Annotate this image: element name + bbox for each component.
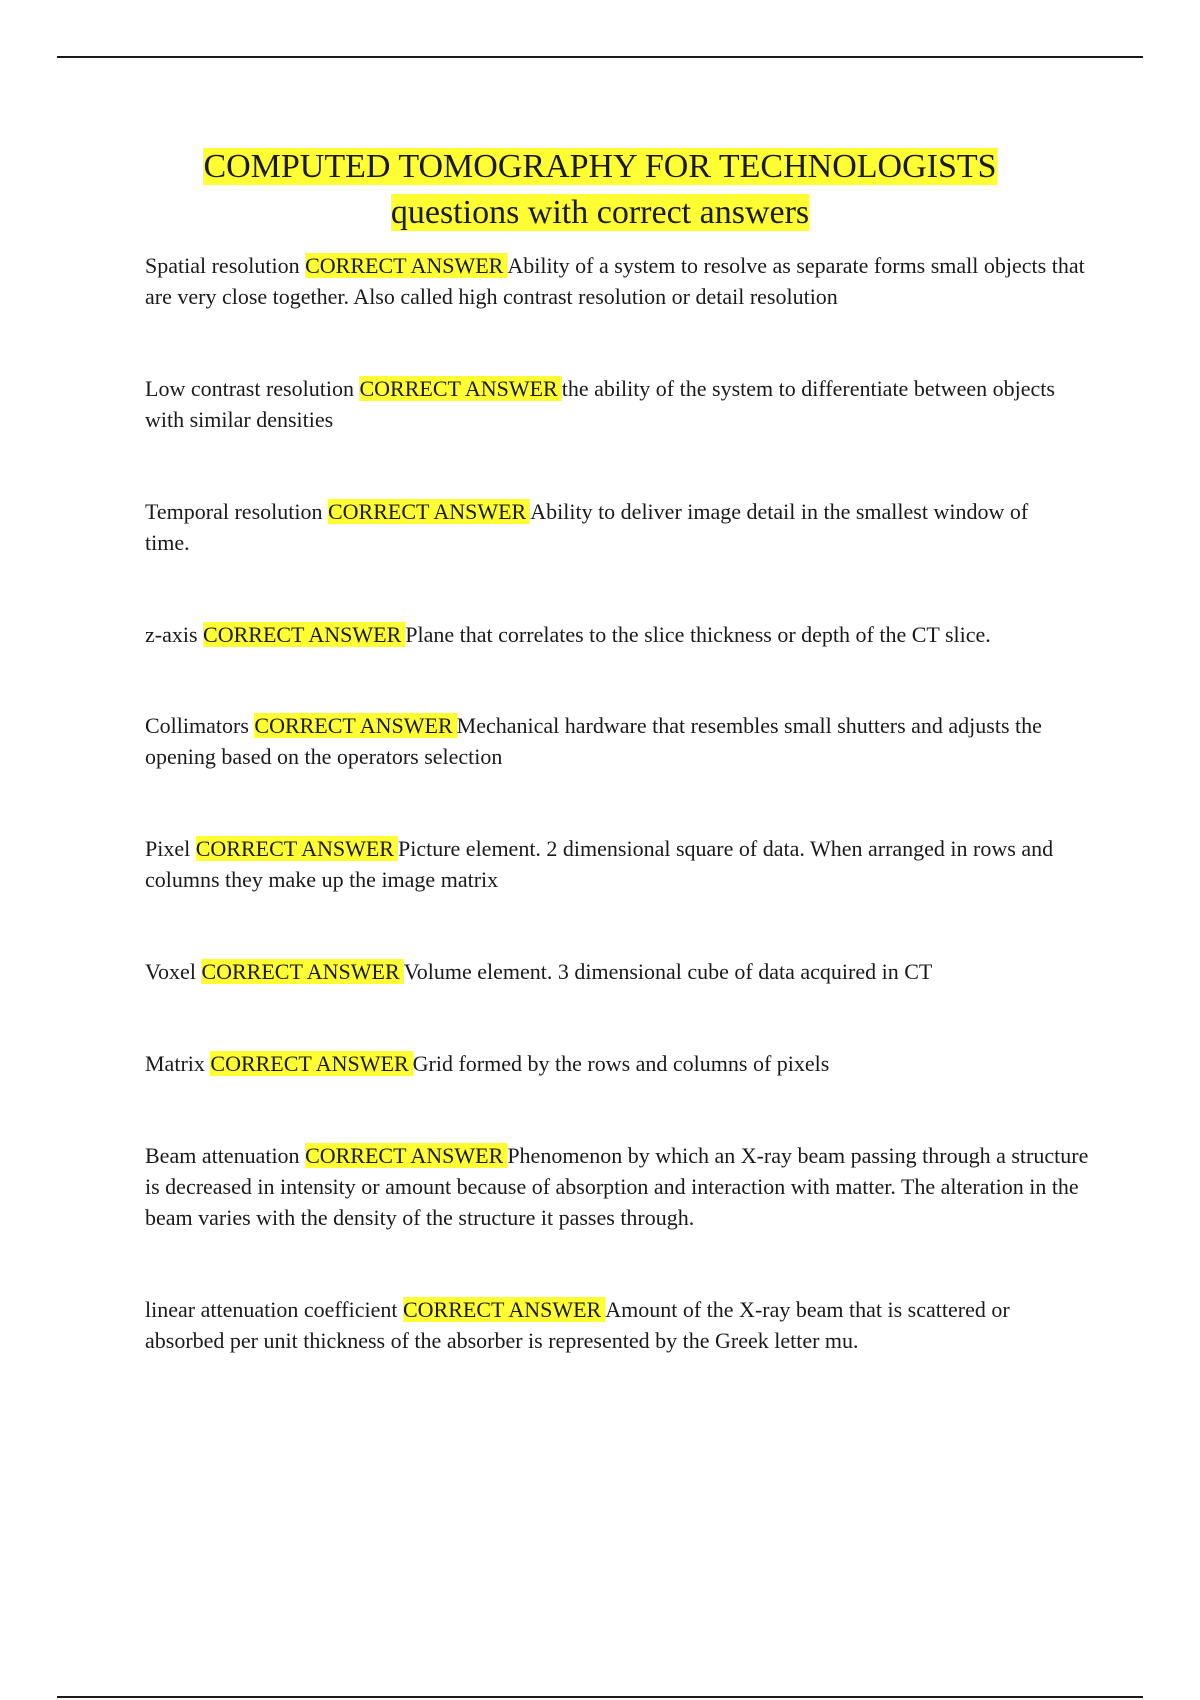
document-title	[0, 144, 1200, 236]
qa-term: Spatial resolution	[145, 253, 300, 278]
qa-item	[145, 1294, 1090, 1356]
qa-item	[145, 373, 1090, 435]
qa-item	[145, 1140, 1090, 1233]
qa-term: z-axis	[145, 622, 198, 647]
qa-answer: the ability of the system to differentiate between objects with similar densities	[145, 376, 1055, 432]
correct-answer-marker: CORRECT ANSWER	[305, 253, 507, 278]
qa-answer: Ability to deliver image detail in the smallest window of time.	[145, 499, 1029, 555]
title-line-2: questions with correct answers	[390, 194, 810, 231]
qa-term: Voxel	[145, 959, 196, 984]
correct-answer-marker: CORRECT ANSWER	[254, 713, 456, 738]
correct-answer-marker: CORRECT ANSWER	[359, 376, 561, 401]
qa-answer: Picture element. 2 dimensional square of data. When arranged in rows and columns they make up the image matrix	[145, 836, 1054, 892]
qa-answer: Phenomenon by which an X-ray beam passing through a structure is decreased in intensity or amount because of absorption and interaction with matter. The alteration in the beam varies with the density of the structure it passes through.	[145, 1143, 1089, 1230]
qa-term: Temporal resolution	[145, 499, 323, 524]
qa-item	[145, 496, 1045, 558]
qa-answer: Plane that correlates to the slice thickness or depth of the CT slice.	[405, 622, 991, 647]
correct-answer-marker: CORRECT ANSWER	[201, 959, 403, 984]
qa-item	[145, 1048, 1090, 1079]
correct-answer-marker: CORRECT ANSWER	[403, 1297, 605, 1322]
title-line-1: COMPUTED TOMOGRAPHY FOR TECHNOLOGISTS	[203, 148, 997, 185]
correct-answer-marker: CORRECT ANSWER	[328, 499, 530, 524]
qa-term: Low contrast resolution	[145, 376, 354, 401]
qa-answer: Amount of the X-ray beam that is scattered or absorbed per unit thickness of the absorber is represented by the Greek letter mu.	[145, 1297, 1010, 1353]
qa-item	[145, 833, 1090, 895]
qa-item	[145, 619, 1090, 650]
qa-item	[145, 250, 1090, 312]
qa-item	[145, 710, 1045, 772]
top-rule	[57, 56, 1143, 58]
qa-item	[145, 956, 1090, 987]
qa-answer: Volume element. 3 dimensional cube of data acquired in CT	[403, 959, 933, 984]
qa-answer: Grid formed by the rows and columns of pixels	[412, 1051, 830, 1076]
correct-answer-marker: CORRECT ANSWER	[305, 1143, 507, 1168]
qa-answer: Ability of a system to resolve as separate forms small objects that are very close together. Also called high contrast resolution or detail resolution	[145, 253, 1085, 309]
qa-term: Matrix	[145, 1051, 205, 1076]
qa-term: Collimators	[145, 713, 249, 738]
correct-answer-marker: CORRECT ANSWER	[210, 1051, 412, 1076]
qa-answer: Mechanical hardware that resembles small shutters and adjusts the opening based on the operators selection	[145, 713, 1042, 769]
correct-answer-marker: CORRECT ANSWER	[196, 836, 398, 861]
qa-term: Pixel	[145, 836, 191, 861]
qa-term: linear attenuation coefficient	[145, 1297, 398, 1322]
correct-answer-marker: CORRECT ANSWER	[203, 622, 405, 647]
bottom-rule	[57, 1696, 1143, 1698]
qa-term: Beam attenuation	[145, 1143, 300, 1168]
